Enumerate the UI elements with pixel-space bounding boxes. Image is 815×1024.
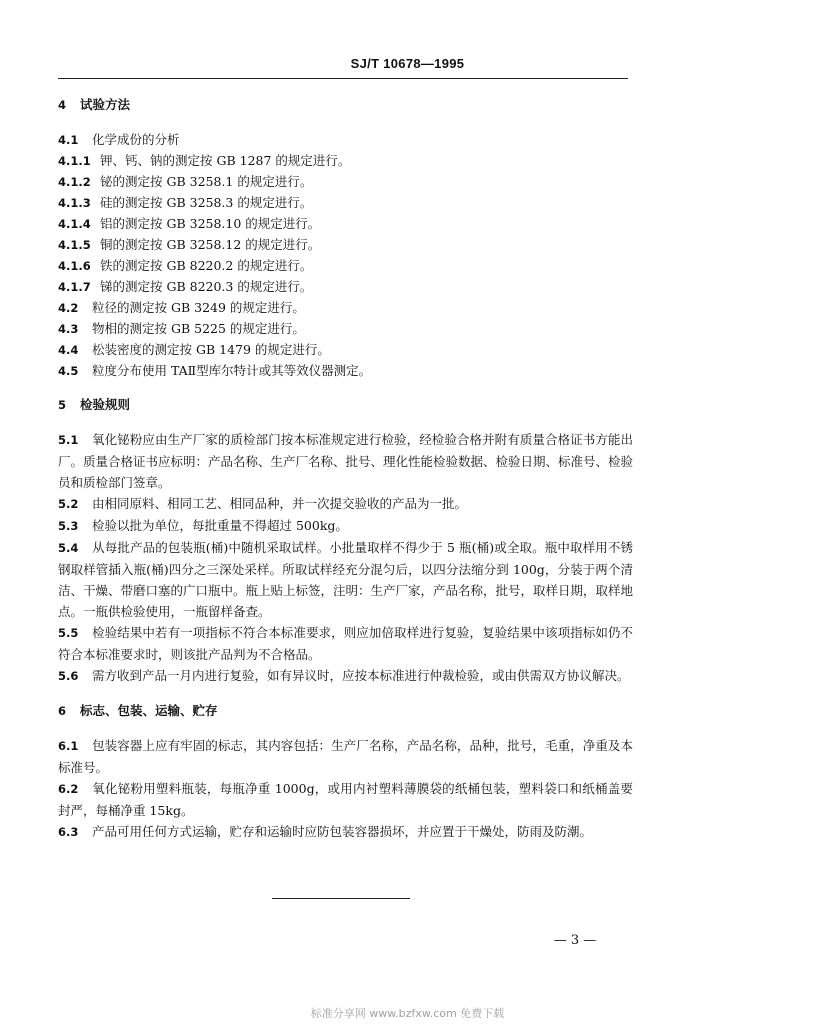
clause-number: 4.1.3 bbox=[58, 196, 91, 210]
clause-number: 4.1.5 bbox=[58, 238, 91, 252]
clause-paragraph bbox=[58, 537, 633, 622]
clause-text: 检验以批为单位，每批重量不得超过 500kg。 bbox=[92, 518, 348, 533]
clause-number: 5.4 bbox=[58, 541, 79, 555]
header-rule bbox=[58, 78, 628, 79]
clause-text: 粒径的测定按 GB 3249 的规定进行。 bbox=[92, 300, 305, 315]
clause-number: 4.2 bbox=[58, 301, 79, 315]
clause-text: 化学成份的分析 bbox=[92, 132, 180, 147]
clause-paragraph bbox=[58, 665, 633, 687]
clause-paragraph bbox=[58, 429, 633, 493]
section-number: 6 bbox=[58, 704, 67, 718]
clause-number: 5.6 bbox=[58, 669, 79, 683]
section-title: 试验方法 bbox=[80, 97, 131, 112]
clause-item bbox=[58, 297, 633, 318]
clause-number: 4.5 bbox=[58, 364, 79, 378]
clause-number: 5.2 bbox=[58, 497, 79, 511]
clause-number: 4.1.6 bbox=[58, 259, 91, 273]
clause-number: 4.1.2 bbox=[58, 175, 91, 189]
clause-item bbox=[58, 255, 633, 276]
clause-text: 铜的测定按 GB 3258.12 的规定进行。 bbox=[100, 237, 321, 252]
clause-paragraph bbox=[58, 515, 633, 537]
clause-paragraph bbox=[58, 778, 633, 821]
section-5-heading bbox=[58, 394, 633, 416]
clause-text: 硅的测定按 GB 3258.3 的规定进行。 bbox=[100, 195, 313, 210]
clause-number: 4.4 bbox=[58, 343, 79, 357]
clause-text: 物相的测定按 GB 5225 的规定进行。 bbox=[92, 321, 305, 336]
clause-number: 6.2 bbox=[58, 782, 79, 796]
clause-text: 锑的测定按 GB 8220.3 的规定进行。 bbox=[100, 279, 313, 294]
clause-item bbox=[58, 171, 633, 192]
watermark: 标准分享网 www.bzfxw.com 免费下载 bbox=[310, 1007, 505, 1020]
clause-text: 铁的测定按 GB 8220.2 的规定进行。 bbox=[100, 258, 313, 273]
page-number: — 3 — bbox=[553, 933, 597, 948]
clause-text: 氧化铋粉应由生产厂家的质检部门按本标准规定进行检验，经检验合格并附有质量合格证书方能出厂。质量合格证书应标明：产品名称、生产厂名称、批号、理化性能检验数据、检验日期、标准号、检验员和质检部门签章。 bbox=[58, 432, 634, 490]
clause-text: 铋的测定按 GB 3258.1 的规定进行。 bbox=[100, 174, 313, 189]
section-number: 5 bbox=[58, 398, 67, 412]
clause-text: 松装密度的测定按 GB 1479 的规定进行。 bbox=[92, 342, 330, 357]
clause-text: 粒度分布使用 TAⅡ型库尔特计或其等效仪器测定。 bbox=[92, 363, 372, 378]
clause-item bbox=[58, 276, 633, 297]
clause-text: 氧化铋粉用塑料瓶装，每瓶净重 1000g，或用内衬塑料薄膜袋的纸桶包装，塑料袋口和纸桶盖要封严，每桶净重 15kg。 bbox=[58, 781, 633, 818]
clause-text: 从每批产品的包装瓶(桶)中随机采取试样。小批量取样不得少于 5 瓶(桶)或全取。瓶中取样用不锈钢取样管插入瓶(桶)四分之三深处采样。所取试样经充分混匀后，以四分法缩分到 100g，分装于两个清洁、干燥、带磨口塞的广口瓶中。瓶上贴上标签，注明：生产厂家，产品名称，批号，取样日期，取样地点。一瓶供检验使用，一瓶留样备查。 bbox=[58, 540, 634, 619]
clause-number: 4.1 bbox=[58, 133, 79, 147]
clause-text: 产品可用任何方式运输，贮存和运输时应防包装容器损坏，并应置于干燥处，防雨及防潮。 bbox=[92, 824, 593, 839]
clause-number: 6.3 bbox=[58, 825, 79, 839]
clause-number: 5.5 bbox=[58, 626, 79, 640]
clause-item bbox=[58, 318, 633, 339]
clause-item bbox=[58, 213, 633, 234]
end-of-text-rule bbox=[272, 898, 410, 899]
clause-paragraph bbox=[58, 821, 633, 843]
document-body bbox=[58, 94, 633, 843]
clause-text: 铝的测定按 GB 3258.10 的规定进行。 bbox=[100, 216, 321, 231]
standard-code-header: SJ/T 10678—1995 bbox=[350, 56, 465, 71]
clause-number: 4.3 bbox=[58, 322, 79, 336]
clause-number: 5.3 bbox=[58, 519, 79, 533]
clause-item bbox=[58, 234, 633, 255]
clause-number: 4.1.1 bbox=[58, 154, 91, 168]
clause-paragraph bbox=[58, 493, 633, 515]
clause-text: 由相同原料、相同工艺、相同品种，并一次提交验收的产品为一批。 bbox=[92, 496, 468, 511]
clause-paragraph bbox=[58, 622, 633, 665]
clause-item bbox=[58, 339, 633, 360]
clause-number: 5.1 bbox=[58, 433, 79, 447]
clause-text: 钾、钙、钠的测定按 GB 1287 的规定进行。 bbox=[100, 153, 351, 168]
clause-number: 6.1 bbox=[58, 739, 79, 753]
clause-text: 检验结果中若有一项指标不符合本标准要求，则应加倍取样进行复验，复验结果中该项指标如仍不符合本标准要求时，则该批产品判为不合格品。 bbox=[58, 625, 633, 662]
section-4-heading bbox=[58, 94, 633, 116]
section-number: 4 bbox=[58, 98, 67, 112]
clause-item bbox=[58, 192, 633, 213]
clause-number: 4.1.4 bbox=[58, 217, 91, 231]
section-title: 标志、包装、运输、贮存 bbox=[80, 703, 218, 718]
clause-number: 4.1.7 bbox=[58, 280, 91, 294]
section-6-heading bbox=[58, 700, 633, 722]
clause-text: 包装容器上应有牢固的标志，其内容包括：生产厂名称，产品名称，品种，批号，毛重，净重及本标准号。 bbox=[58, 738, 633, 775]
clause-paragraph bbox=[58, 735, 633, 778]
section-title: 检验规则 bbox=[80, 397, 131, 412]
clause-item bbox=[58, 360, 633, 381]
clause-text: 需方收到产品一月内进行复验，如有异议时，应按本标准进行仲裁检验，或由供需双方协议解决。 bbox=[92, 668, 630, 683]
clause-4-1 bbox=[58, 129, 633, 150]
clause-item bbox=[58, 150, 633, 171]
